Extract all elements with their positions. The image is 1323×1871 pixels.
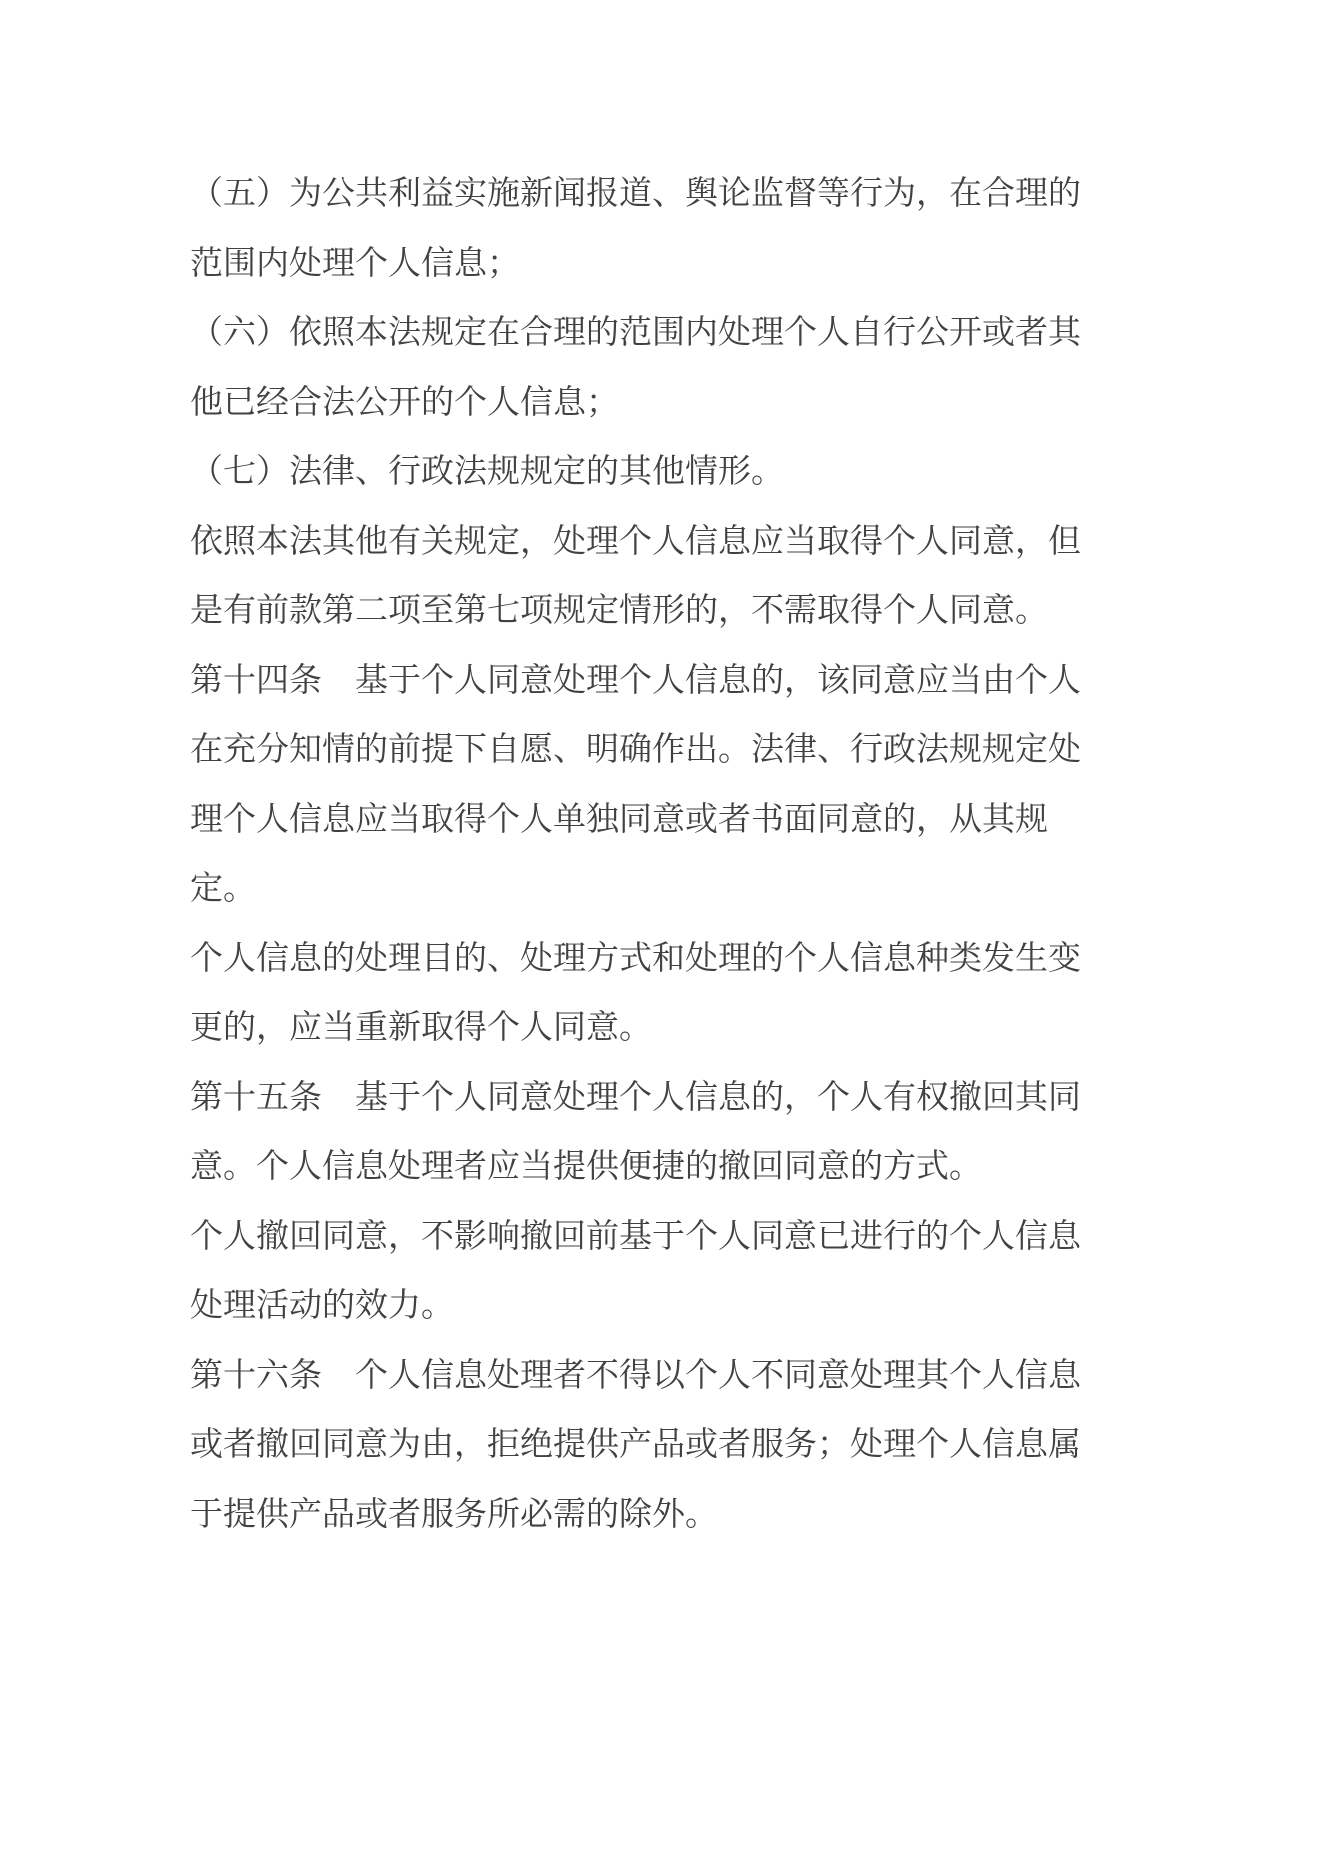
text-line: 是有前款第二项至第七项规定情形的，不需取得个人同意。 (190, 593, 1048, 629)
text-line: 个人信息的处理目的、处理方式和处理的个人信息种类发生变 (190, 940, 1081, 977)
text-line: 理个人信息应当取得个人单独同意或者书面同意的，从其规 (190, 801, 1048, 838)
text-line: 个人撤回同意，不影响撤回前基于个人同意已进行的个人信息 (190, 1218, 1081, 1255)
text-line: 处理活动的效力。 (190, 1288, 454, 1324)
text-line: （七）法律、行政法规规定的其他情形。 (190, 454, 784, 490)
text-line: 更的，应当重新取得个人同意。 (190, 1010, 652, 1046)
text-line: 第十四条 基于个人同意处理个人信息的，该同意应当由个人 (190, 662, 1081, 699)
text-line: 于提供产品或者服务所必需的除外。 (190, 1496, 718, 1533)
document-text-block (190, 160, 1110, 1550)
text-line: 在充分知情的前提下自愿、明确作出。法律、行政法规规定处 (190, 732, 1081, 768)
text-line: 范围内处理个人信息； (190, 245, 520, 282)
text-line: 定。 (190, 871, 256, 907)
text-line: （六）依照本法规定在合理的范围内处理个人自行公开或者其 (190, 315, 1081, 351)
text-line: 意。个人信息处理者应当提供便捷的撤回同意的方式。 (190, 1149, 982, 1185)
text-line: 第十六条 个人信息处理者不得以个人不同意处理其个人信息 (190, 1357, 1081, 1394)
text-line: 依照本法其他有关规定，处理个人信息应当取得个人同意，但 (190, 523, 1081, 560)
text-line: （五）为公共利益实施新闻报道、舆论监督等行为，在合理的 (190, 176, 1081, 212)
text-line: 或者撤回同意为由，拒绝提供产品或者服务；处理个人信息属 (190, 1427, 1081, 1463)
text-line: 他已经合法公开的个人信息； (190, 384, 619, 421)
text-line: 第十五条 基于个人同意处理个人信息的，个人有权撤回其同 (190, 1079, 1081, 1116)
